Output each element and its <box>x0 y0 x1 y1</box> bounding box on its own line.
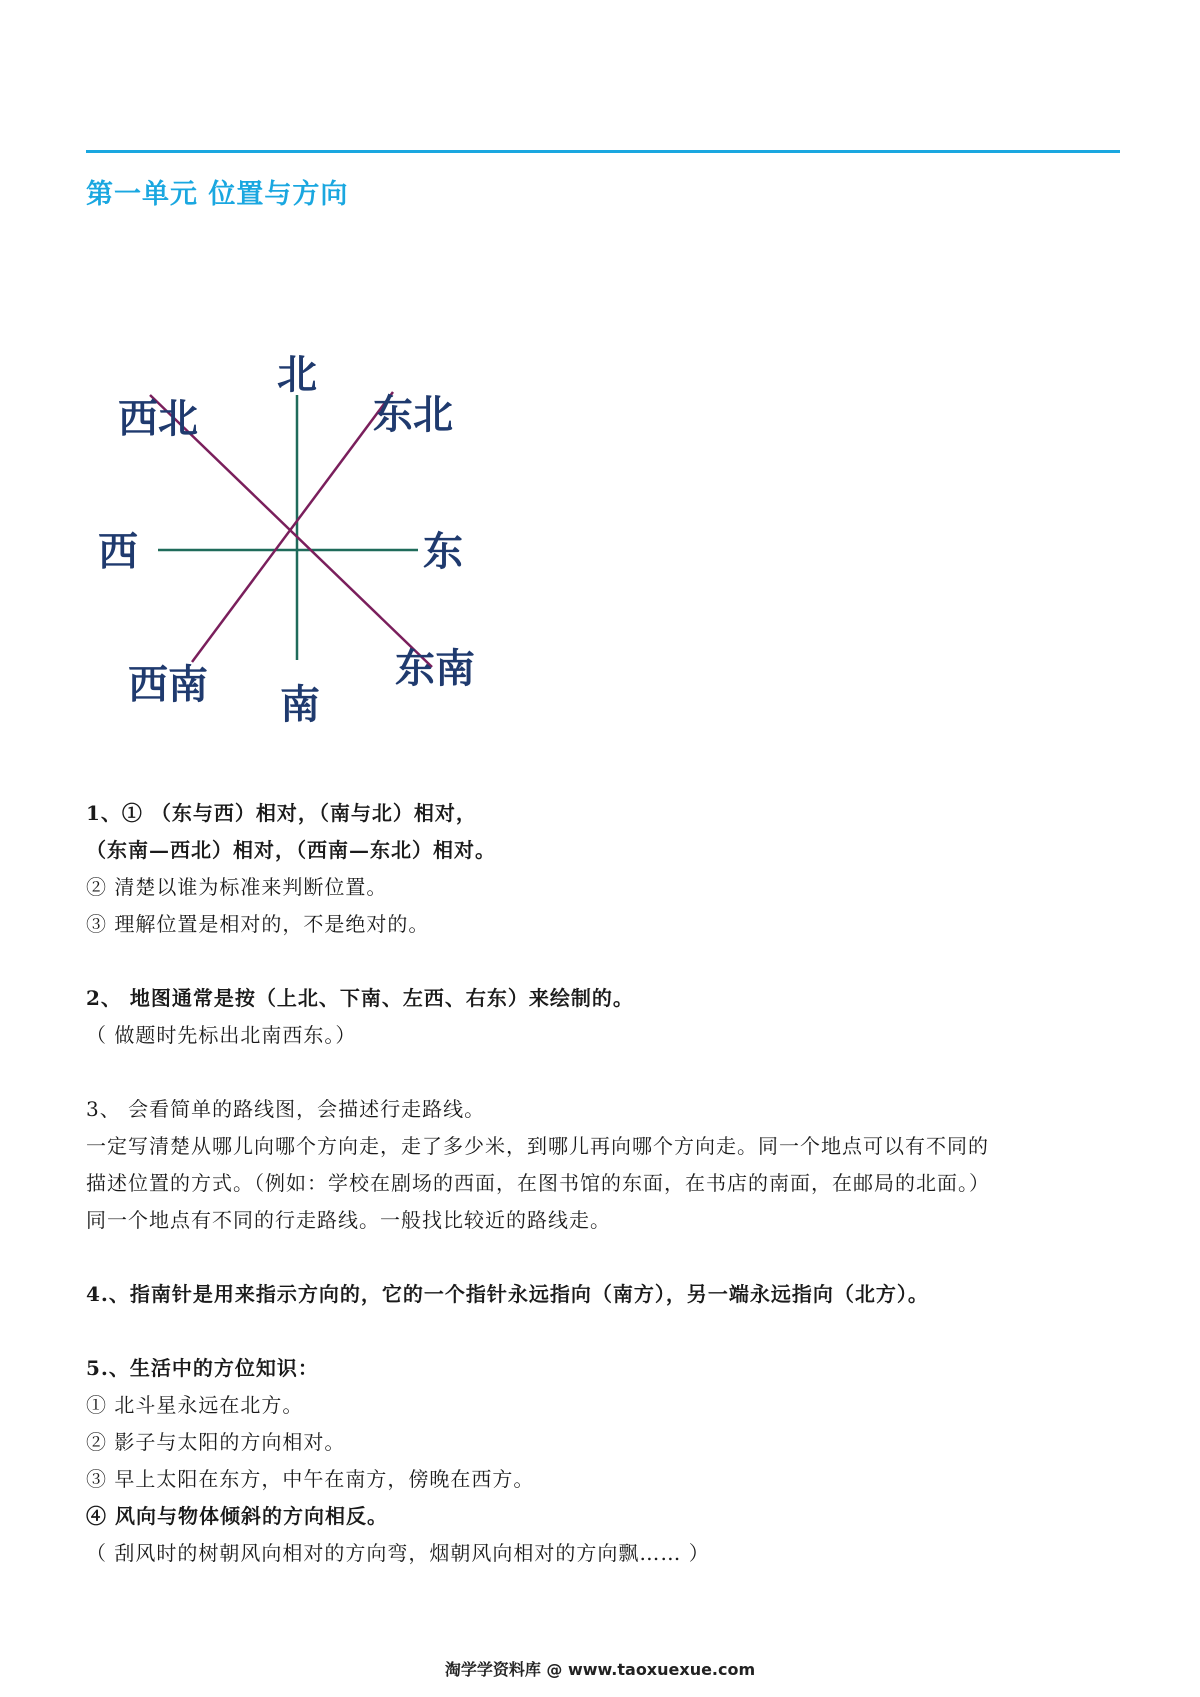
compass-diagram <box>90 340 560 760</box>
northwest-label: 西北 <box>118 395 198 442</box>
s1-line4: ③ 理解位置是相对的，不是绝对的。 <box>86 912 430 936</box>
notes-content <box>86 795 1126 1572</box>
s5-line3: ② 影子与太阳的方向相对。 <box>86 1430 346 1454</box>
s3-line1: 3、 会看简单的路线图，会描述行走路线。 <box>86 1097 486 1121</box>
s5-line1: 5.、生活中的方位知识： <box>86 1356 319 1380</box>
south-label: 南 <box>280 681 320 728</box>
s3-line2: 一定写清楚从哪儿向哪个方向走，走了多少米，到哪儿再向哪个方向走。同一个地点可以有不同的 <box>86 1134 989 1158</box>
southeast-label: 东南 <box>395 645 475 692</box>
west-label: 西 <box>98 528 138 575</box>
page-title: 第一单元 位置与方向 <box>86 179 349 210</box>
northeast-label: 东北 <box>373 391 453 438</box>
spacer <box>86 943 1126 980</box>
s4-line1: 4.、指南针是用来指示方向的，它的一个指针永远指向（南方），另一端永远指向（北方）。 <box>86 1282 929 1306</box>
spacer <box>86 1239 1126 1276</box>
southwest-label: 西南 <box>128 661 208 708</box>
s2-line1: 2、 地图通常是按（上北、下南、左西、右东）来绘制的。 <box>86 986 634 1010</box>
southwest-northeast-axis <box>192 392 393 662</box>
s5-line2: ① 北斗星永远在北方。 <box>86 1393 304 1417</box>
footer-watermark: 淘学学资料库 @ www.taoxuexue.com <box>444 1660 756 1679</box>
s2-line2: （ 做题时先标出北南西东。） <box>86 1023 357 1047</box>
s1-line3: ② 清楚以谁为标准来判断位置。 <box>86 875 388 899</box>
s3-line4: 同一个地点有不同的行走路线。一般找比较近的路线走。 <box>86 1208 611 1232</box>
s5-line6: （ 刮风时的树朝风向相对的方向弯，烟朝风向相对的方向飘…… ） <box>86 1541 710 1565</box>
east-label: 东 <box>423 528 463 575</box>
s1-line2: （东南—西北）相对，（西南—东北）相对。 <box>86 838 496 862</box>
spacer <box>86 1054 1126 1091</box>
header-rule <box>86 150 1120 153</box>
s5-line5: ④ 风向与物体倾斜的方向相反。 <box>86 1504 388 1528</box>
s1-line1: 1、① （东与西）相对，（南与北）相对， <box>86 801 477 825</box>
spacer <box>86 1313 1126 1350</box>
north-label: 北 <box>277 351 317 398</box>
s5-line4: ③ 早上太阳在东方，中午在南方，傍晚在西方。 <box>86 1467 535 1491</box>
s3-line3: 描述位置的方式。（例如：学校在剧场的西面，在图书馆的东面，在书店的南面，在邮局的北面。） <box>86 1171 990 1195</box>
